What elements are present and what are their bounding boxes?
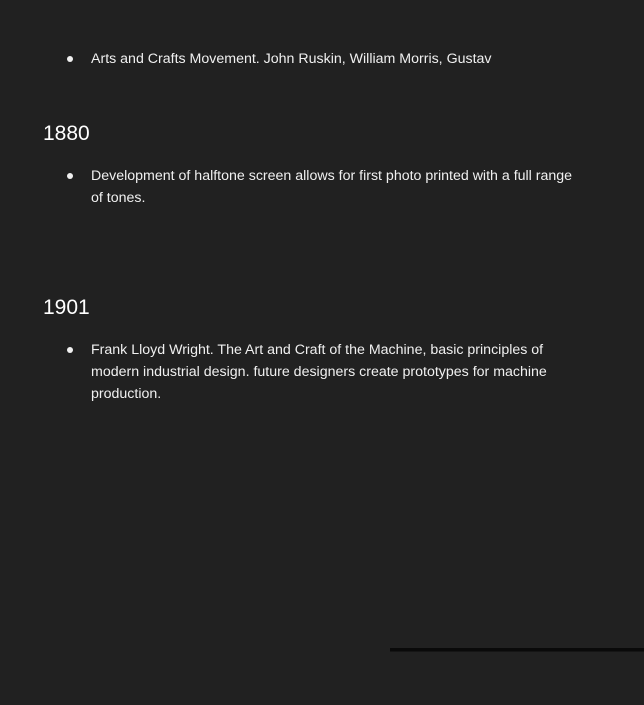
bullet-text: Frank Lloyd Wright. The Art and Craft of the Machine, basic principles of modern industrial design. future designers create prototypes for machine production. [91, 342, 547, 402]
bullet-list-arts-and-crafts [0, 48, 644, 70]
bullet-text: Development of halftone screen allows for first photo printed with a full range of tones. [91, 168, 573, 206]
bullet-list-1880 [0, 165, 644, 209]
list-item [0, 165, 644, 209]
bullet-text: Arts and Crafts Movement. John Ruskin, William Morris, Gustav [91, 51, 492, 67]
list-item [0, 48, 644, 70]
year-heading-1880: 1880 [43, 122, 90, 145]
bullet-icon [67, 173, 73, 179]
year-heading-1901: 1901 [43, 296, 90, 319]
bottom-divider [390, 648, 644, 651]
list-item [0, 339, 644, 405]
bullet-icon [67, 347, 73, 353]
bullet-list-1901 [0, 339, 644, 405]
bullet-icon [67, 56, 73, 62]
